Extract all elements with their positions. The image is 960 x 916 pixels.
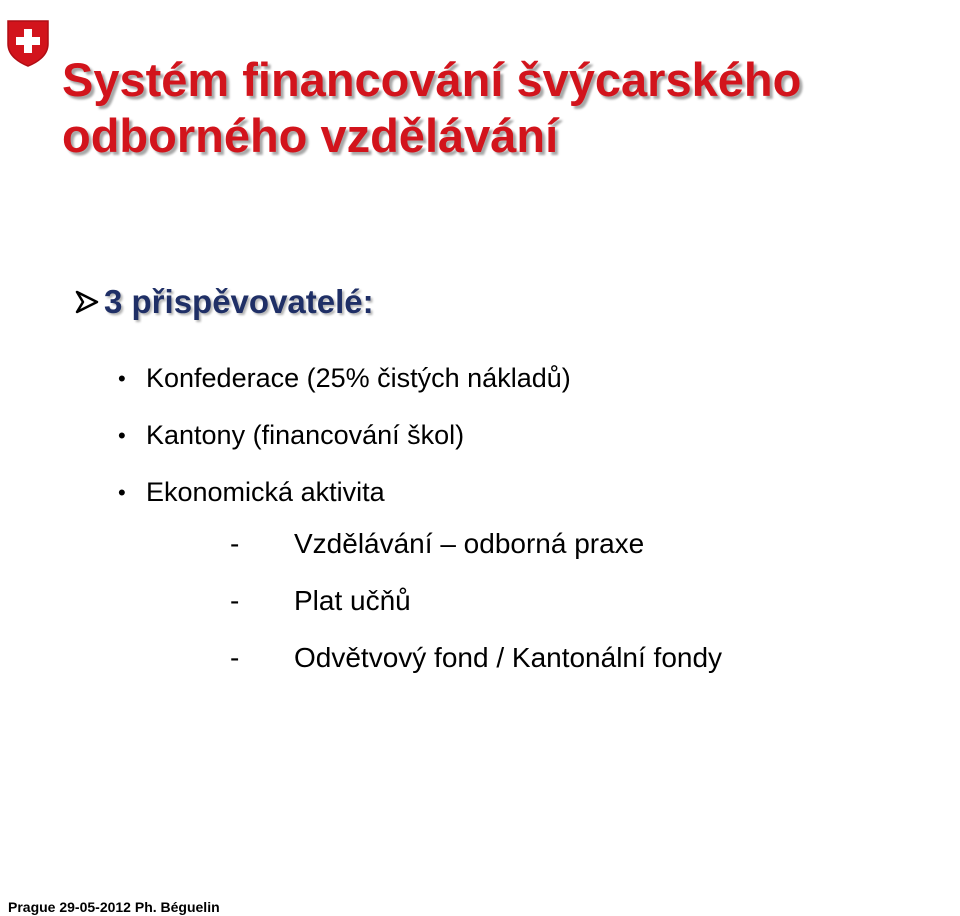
- bullet-marker: •: [118, 422, 126, 448]
- list-item-text: Konfederace (25% čistých nákladů): [146, 363, 571, 393]
- sublist-item: [230, 515, 722, 572]
- section-heading: [74, 280, 374, 324]
- sublist-item-text: Plat učňů: [294, 584, 411, 616]
- contributor-list: [118, 350, 571, 521]
- dash-marker: -: [230, 584, 240, 616]
- sublist-item: [230, 572, 722, 629]
- list-item-text: Kantony (financování škol): [146, 420, 465, 450]
- list-item: [118, 350, 571, 407]
- section-heading-text: 3 přispěvovatelé:: [104, 283, 374, 320]
- footer-text: Prague 29-05-2012 Ph. Béguelin: [8, 899, 220, 915]
- bullet-marker: •: [118, 365, 126, 391]
- slide-title-line-2: odborného vzdělávání: [62, 109, 559, 162]
- slide-title-line-1: Systém financování švýcarského: [62, 53, 802, 106]
- list-item: [118, 464, 571, 521]
- arrowhead-bullet-icon: [74, 289, 100, 315]
- list-item: [118, 407, 571, 464]
- sublist-item-text: Odvětvový fond / Kantonální fondy: [294, 641, 723, 673]
- list-item-text: Ekonomická aktivita: [146, 477, 385, 507]
- economic-activity-sublist: [230, 515, 722, 686]
- slide-title: [62, 52, 801, 164]
- dash-marker: -: [230, 527, 240, 559]
- sublist-item-text: Vzdělávání – odborná praxe: [294, 527, 645, 559]
- dash-marker: -: [230, 641, 240, 673]
- bullet-marker: •: [118, 479, 126, 505]
- swiss-shield-logo-icon: [6, 18, 50, 68]
- sublist-item: [230, 629, 722, 686]
